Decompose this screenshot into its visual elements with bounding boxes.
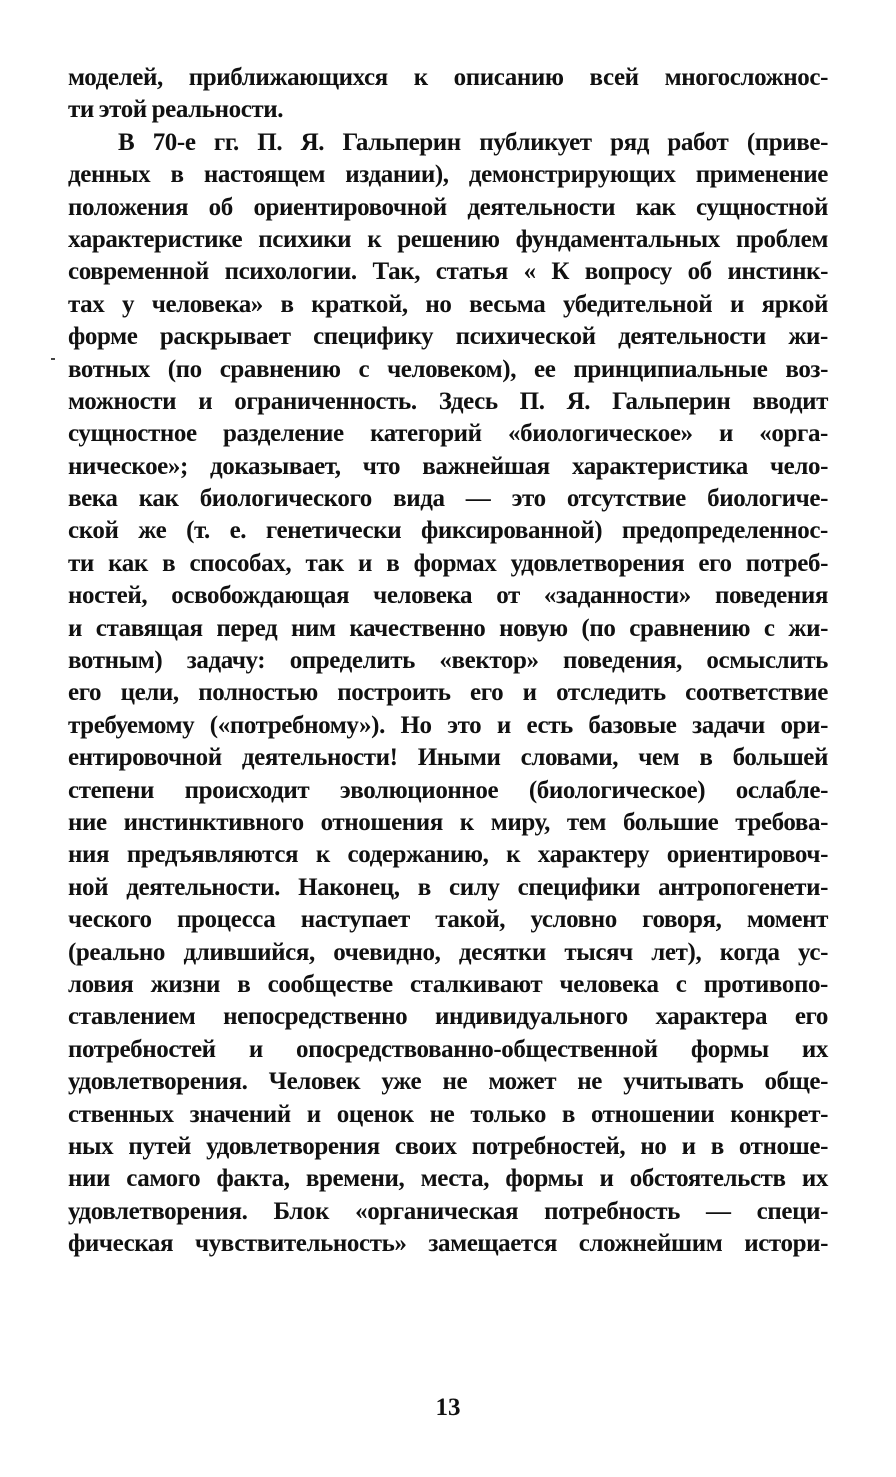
text-line: тах у человека» в краткой, но весьма убедительной и яркой: [68, 290, 828, 318]
text-line: ной деятельности. Наконец, в силу специфики антропогенети-: [68, 873, 828, 901]
text-line: моделей, приближающихся к описанию всей многосложнос-: [68, 64, 828, 91]
text-line: требуемому («потребному»). Но это и есть базовые задачи ори-: [68, 711, 828, 739]
text-line: потребностей и опосредствованно-общественной формы их: [68, 1035, 828, 1063]
text-line: ти как в способах, так и в формах удовлетворения его потреб-: [68, 549, 828, 577]
text-line: ния предъявляются к содержанию, к характеру ориентировоч-: [68, 841, 828, 869]
text-line: нии самого факта, времени, места, формы и обстоятельств их: [68, 1165, 828, 1193]
text-line: ных путей удовлетворения своих потребностей, но и в отноше-: [68, 1132, 828, 1160]
text-line: ние инстинктивного отношения к миру, тем большие требова-: [68, 808, 828, 836]
page-number: 13: [435, 1394, 461, 1421]
text-line: фическая чувствительность» замещается сложнейшим истори-: [68, 1230, 828, 1258]
paragraph-start-line: В 70-е гг. П. Я. Гальперин публикует ряд работ (приве-: [118, 128, 828, 156]
text-line: ническое»; доказывает, что важнейшая характеристика чело-: [68, 452, 828, 480]
text-line: удовлетворения. Человек уже не может не учитывать обще-: [68, 1068, 828, 1096]
text-line: ческого процесса наступает такой, условно говоря, момент: [68, 906, 828, 934]
text-line: вотным) задачу: определить «вектор» поведения, осмыслить: [68, 647, 828, 675]
text-line: вотных (по сравнению с человеком), ее принципиальные воз-: [68, 355, 828, 383]
text-line: сущностное разделение категорий «биологическое» и «орга-: [68, 420, 828, 448]
text-line: характеристике психики к решению фундаментальных проблем: [68, 225, 828, 253]
text-line: современной психологии. Так, статья « К вопросу об инстинк-: [68, 258, 828, 286]
text-line: денных в настоящем издании), демонстрирующих применение: [68, 161, 828, 189]
text-line: его цели, полностью построить его и отследить соответствие: [68, 679, 828, 707]
text-line: ставлением непосредственно индивидуального характера его: [68, 1003, 828, 1031]
text-line: и ставящая перед ним качественно новую (по сравнению с жи-: [68, 614, 828, 642]
text-line: (реально длившийся, очевидно, десятки тысяч лет), когда ус-: [68, 938, 828, 966]
text-line: века как биологического вида — это отсутствие биологиче-: [68, 485, 828, 513]
text-line: ской же (т. е. генетически фиксированной) предопределеннос-: [68, 517, 828, 545]
text-line: форме раскрывает специфику психической деятельности жи-: [68, 323, 828, 351]
text-line: степени происходит эволюционное (биологическое) ослабле-: [68, 776, 828, 804]
text-line: ентировочной деятельности! Иными словами, чем в большей: [68, 744, 828, 772]
text-line: ти этой реальности.: [68, 96, 284, 124]
text-line: положения об ориентировочной деятельности как сущностной: [68, 193, 828, 221]
body-text: [68, 62, 828, 1260]
text-line: ловия жизни в сообществе сталкивают человека с противопо-: [68, 970, 828, 998]
text-line: удовлетворения. Блок «органическая потребность — специ-: [68, 1197, 828, 1225]
text-line: ностей, освобождающая человека от «заданности» поведения: [68, 582, 828, 610]
text-line: ственных значений и оценок не только в отношении конкрет-: [68, 1100, 828, 1128]
text-line: можности и ограниченность. Здесь П. Я. Гальперин вводит: [68, 387, 828, 415]
margin-speck: [51, 358, 55, 360]
